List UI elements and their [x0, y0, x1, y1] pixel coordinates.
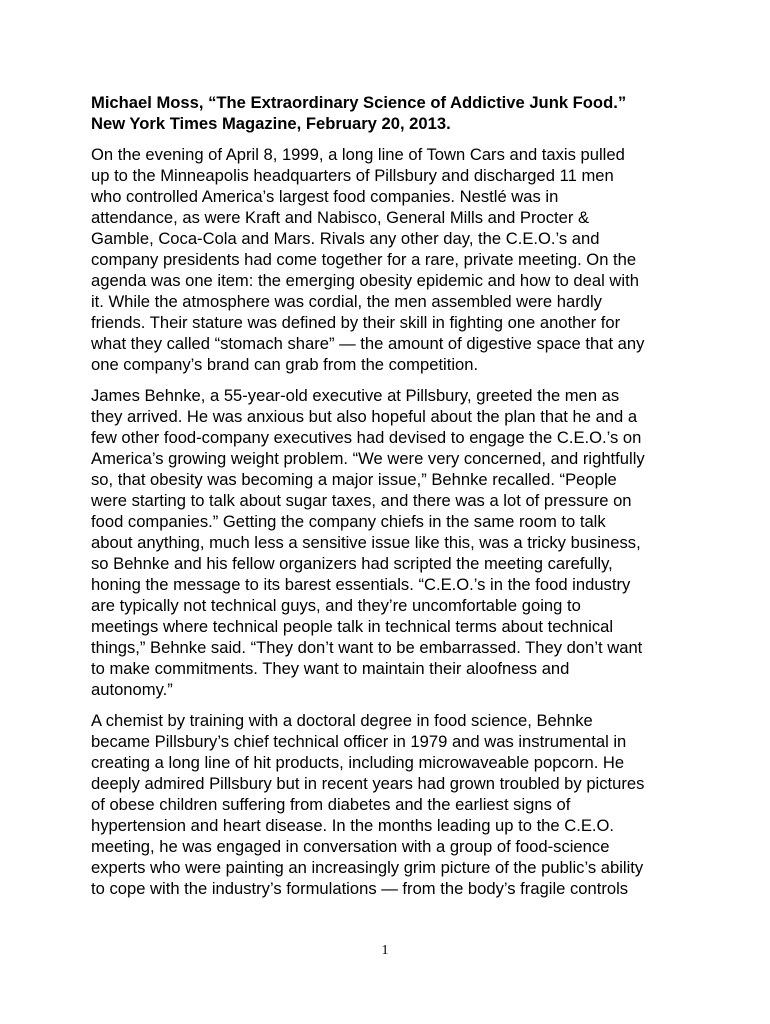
- text-line: deeply admired Pillsbury but in recent years had grown troubled by pictures: [91, 774, 645, 793]
- text-line: what they called “stomach share” — the amount of digestive space that any: [91, 334, 645, 353]
- page-number: 1: [381, 943, 389, 958]
- text-line: hypertension and heart disease. In the months leading up to the C.E.O.: [91, 816, 615, 835]
- paragraph: [91, 144, 691, 375]
- text-line: to make commitments. They want to maintain their aloofness and: [91, 659, 570, 678]
- text-line: about anything, much less a sensitive issue like this, was a tricky business,: [91, 533, 641, 552]
- paragraph: [91, 385, 691, 700]
- text-line: they arrived. He was anxious but also hopeful about the plan that he and a: [91, 407, 638, 426]
- paragraph: [91, 710, 691, 899]
- text-line: one company’s brand can grab from the competition.: [91, 355, 479, 374]
- text-line: agenda was one item: the emerging obesity epidemic and how to deal with: [91, 271, 639, 290]
- text-line: honing the message to its barest essentials. “C.E.O.’s in the food industry: [91, 575, 631, 594]
- text-line: company presidents had come together for a rare, private meeting. On the: [91, 250, 637, 269]
- text-line: friends. Their stature was defined by their skill in fighting one another for: [91, 313, 621, 332]
- text-line: autonomy.”: [91, 680, 173, 699]
- text-line: Gamble, Coca-Cola and Mars. Rivals any other day, the C.E.O.’s and: [91, 229, 600, 248]
- text-line: few other food-company executives had devised to engage the C.E.O.’s on: [91, 428, 642, 447]
- text-line: On the evening of April 8, 1999, a long line of Town Cars and taxis pulled: [91, 145, 625, 164]
- citation-heading: [91, 92, 691, 134]
- text-line: of obese children suffering from diabetes and the earliest signs of: [91, 795, 571, 814]
- text-line: are typically not technical guys, and they’re uncomfortable going to: [91, 596, 581, 615]
- text-line: experts who were painting an increasingly grim picture of the public’s ability: [91, 858, 644, 877]
- citation-line-1: Michael Moss, “The Extraordinary Science of Addictive Junk Food.”: [91, 93, 627, 112]
- text-line: creating a long line of hit products, including microwaveable popcorn. He: [91, 753, 625, 772]
- text-line: it. While the atmosphere was cordial, the men assembled were hardly: [91, 292, 602, 311]
- text-line: were starting to talk about sugar taxes, and there was a lot of pressure on: [91, 491, 632, 510]
- text-line: so Behnke and his fellow organizers had scripted the meeting carefully,: [91, 554, 613, 573]
- text-line: became Pillsbury’s chief technical officer in 1979 and was instrumental in: [91, 732, 627, 751]
- text-line: A chemist by training with a doctoral degree in food science, Behnke: [91, 711, 593, 730]
- text-line: meetings where technical people talk in technical terms about technical: [91, 617, 614, 636]
- citation-line-2: New York Times Magazine, February 20, 2013.: [91, 114, 451, 133]
- text-line: up to the Minneapolis headquarters of Pillsbury and discharged 11 men: [91, 166, 614, 185]
- text-line: meeting, he was engaged in conversation with a group of food-science: [91, 837, 610, 856]
- paragraphs-container: [91, 144, 691, 899]
- text-line: things,” Behnke said. “They don’t want to be embarrassed. They don’t want: [91, 638, 643, 657]
- article-body: [91, 92, 691, 909]
- text-line: America’s growing weight problem. “We were very concerned, and rightfully: [91, 449, 645, 468]
- text-line: to cope with the industry’s formulations — from the body’s fragile controls: [91, 879, 629, 898]
- text-line: food companies.” Getting the company chiefs in the same room to talk: [91, 512, 606, 531]
- text-line: James Behnke, a 55-year-old executive at Pillsbury, greeted the men as: [91, 386, 620, 405]
- text-line: attendance, as were Kraft and Nabisco, General Mills and Procter &: [91, 208, 590, 227]
- text-line: so, that obesity was becoming a major issue,” Behnke recalled. “People: [91, 470, 617, 489]
- text-line: who controlled America’s largest food companies. Nestlé was in: [91, 187, 559, 206]
